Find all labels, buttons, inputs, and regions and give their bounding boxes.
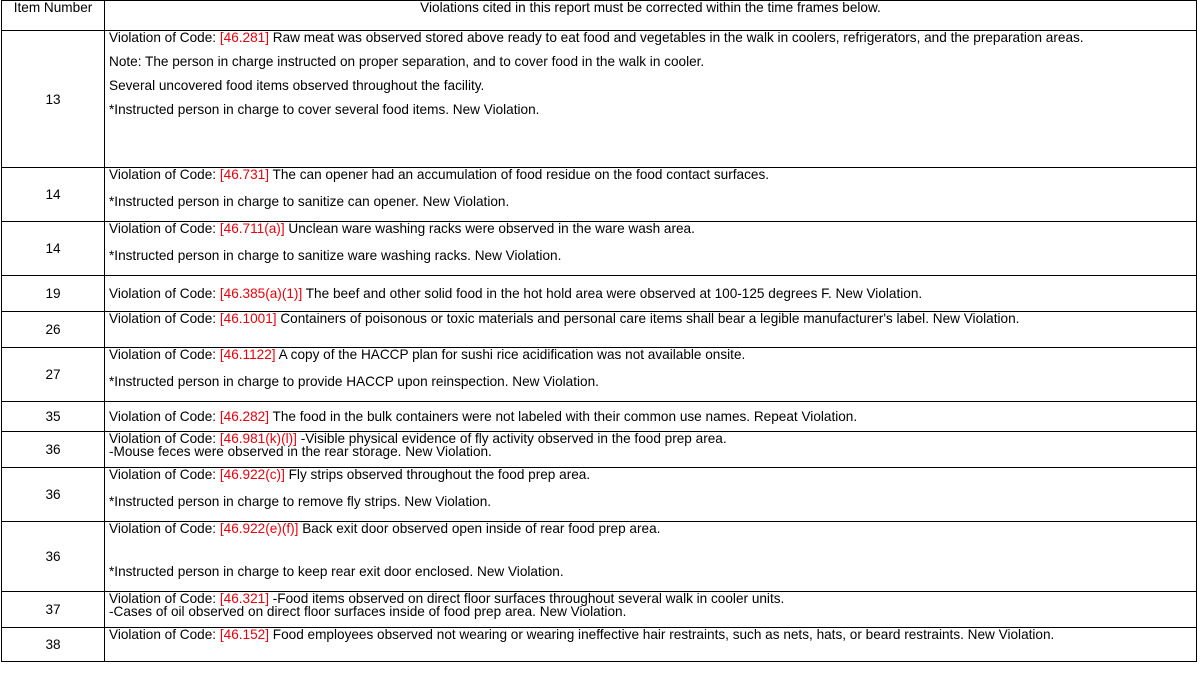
violation-cell	[105, 168, 1197, 222]
code-ref: [46.981(k)(l)]	[219, 431, 297, 446]
code-prefix: Violation of Code:	[109, 409, 217, 424]
violation-cell	[105, 522, 1197, 592]
code-ref: [46.281]	[219, 30, 269, 45]
violation-cell	[105, 222, 1197, 276]
table-row	[2, 168, 1197, 222]
table-row	[2, 312, 1197, 348]
note: Note: The person in charge instructed on proper separation, and to cover food in the walk in cooler.	[109, 54, 705, 69]
item-number: 14	[2, 222, 105, 276]
violation-text: Raw meat was observed stored above ready to eat food and vegetables in the walk in coolers, refrigerators, and the preparation areas.	[272, 30, 1084, 45]
violation-text: Back exit door observed open inside of rear food prep area.	[302, 521, 661, 536]
header-row	[2, 1, 1197, 31]
table-row	[2, 628, 1197, 662]
violation-text: -Food items observed on direct floor surfaces throughout several walk in cooler units.	[272, 591, 785, 606]
code-prefix: Violation of Code:	[109, 467, 217, 482]
code-ref: [46.1001]	[219, 311, 277, 326]
violation-text: The food in the bulk containers were not labeled with their common use names. Repeat Violation.	[272, 409, 858, 424]
violation-cell	[105, 276, 1197, 312]
code-ref: [46.1122]	[219, 347, 276, 362]
item-number-header: Item Number	[2, 1, 105, 31]
violations-header: Violations cited in this report must be corrected within the time frames below.	[105, 1, 1197, 31]
violation-cell	[105, 628, 1197, 662]
code-ref: [46.321]	[219, 591, 269, 606]
code-prefix: Violation of Code:	[109, 167, 217, 182]
note: Several uncovered food items observed throughout the facility.	[109, 78, 485, 93]
item-number: 37	[2, 592, 105, 628]
table-row	[2, 432, 1197, 468]
table-row	[2, 222, 1197, 276]
item-number: 26	[2, 312, 105, 348]
table-row	[2, 468, 1197, 522]
note: *Instructed person in charge to sanitize ware washing racks. New Violation.	[109, 248, 562, 263]
code-prefix: Violation of Code:	[109, 30, 217, 45]
code-prefix: Violation of Code:	[109, 431, 217, 446]
code-ref: [46.385(a)(1)]	[219, 286, 303, 301]
note: *Instructed person in charge to provide HACCP upon reinspection. New Violation.	[109, 374, 599, 389]
violation-cell	[105, 432, 1197, 468]
table-row	[2, 31, 1197, 168]
note: -Cases of oil observed on direct floor surfaces inside of food prep area. New Violation.	[109, 604, 627, 619]
table-row	[2, 402, 1197, 432]
code-ref: [46.711(a)]	[219, 221, 285, 236]
violation-cell	[105, 31, 1197, 168]
item-number: 13	[2, 31, 105, 168]
note: *Instructed person in charge to sanitize can opener. New Violation.	[109, 194, 510, 209]
table-row	[2, 348, 1197, 402]
code-ref: [46.922(c)]	[219, 467, 285, 482]
violation-text: -Visible physical evidence of fly activity observed in the food prep area.	[300, 431, 727, 446]
violation-text: The beef and other solid food in the hot hold area were observed at 100-125 degrees F. New Violation.	[305, 286, 923, 301]
violation-text: Fly strips observed throughout the food prep area.	[288, 467, 591, 482]
table-row	[2, 592, 1197, 628]
code-prefix: Violation of Code:	[109, 221, 217, 236]
code-prefix: Violation of Code:	[109, 347, 217, 362]
note: *Instructed person in charge to cover several food items. New Violation.	[109, 102, 540, 117]
table-row	[2, 276, 1197, 312]
item-number: 35	[2, 402, 105, 432]
note: *Instructed person in charge to keep rear exit door enclosed. New Violation.	[109, 564, 564, 579]
code-prefix: Violation of Code:	[109, 591, 217, 606]
item-number: 19	[2, 276, 105, 312]
violation-cell	[105, 402, 1197, 432]
item-number: 38	[2, 628, 105, 662]
violation-text: Food employees observed not wearing or wearing ineffective hair restraints, such as nets, hats, or beard restraints. New Violation.	[272, 627, 1055, 642]
note: *Instructed person in charge to remove fly strips. New Violation.	[109, 494, 492, 509]
item-number: 27	[2, 348, 105, 402]
violation-cell	[105, 592, 1197, 628]
violation-cell	[105, 468, 1197, 522]
note: -Mouse feces were observed in the rear storage. New Violation.	[109, 444, 492, 459]
violation-text: Containers of poisonous or toxic materials and personal care items shall bear a legible manufacturer's label. New Violation.	[280, 311, 1020, 326]
code-prefix: Violation of Code:	[109, 286, 217, 301]
item-number: 36	[2, 432, 105, 468]
violation-cell	[105, 348, 1197, 402]
violation-text: The can opener had an accumulation of food residue on the food contact surfaces.	[272, 167, 770, 182]
violation-cell	[105, 312, 1197, 348]
violation-text: A copy of the HACCP plan for sushi rice acidification was not available onsite.	[278, 347, 746, 362]
code-ref: [46.922(e)(f)]	[219, 521, 299, 536]
code-ref: [46.152]	[219, 627, 269, 642]
item-number: 14	[2, 168, 105, 222]
code-ref: [46.731]	[219, 167, 269, 182]
violation-text: Unclean ware washing racks were observed in the ware wash area.	[288, 221, 695, 236]
item-number: 36	[2, 522, 105, 592]
violations-table	[1, 0, 1197, 662]
table-row	[2, 522, 1197, 592]
code-ref: [46.282]	[219, 409, 269, 424]
code-prefix: Violation of Code:	[109, 311, 217, 326]
code-prefix: Violation of Code:	[109, 521, 217, 536]
code-prefix: Violation of Code:	[109, 627, 217, 642]
item-number: 36	[2, 468, 105, 522]
